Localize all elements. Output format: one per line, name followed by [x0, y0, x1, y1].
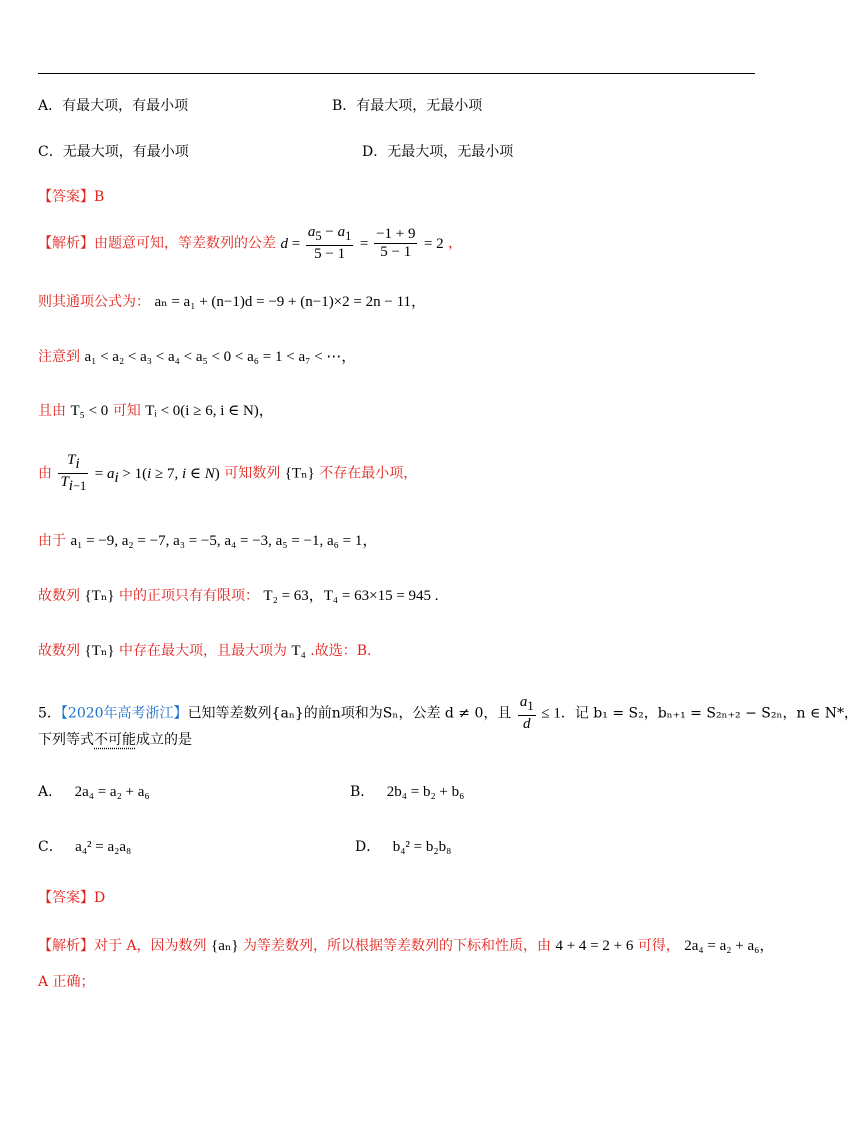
line3-text: 注意到 — [38, 349, 80, 365]
line4-text2: 可知 — [112, 403, 141, 419]
q5-analysis2: 为等差数列，所以根据等差数列的下标和性质，由 — [243, 938, 552, 954]
q5-analysis2-formula: 4 + 4 = 2 + 6 — [555, 938, 634, 954]
line7-text2: 中的正项只有有限项： — [118, 588, 259, 604]
line3-formula: a₁ < a₂ < a₃ < a₄ < a₅ < 0 < a₆ = 1 < a₇ < ⋯， — [84, 349, 357, 365]
q4-option-c: C．无最大项，有最小项 — [38, 144, 189, 160]
line8-formula2: T₄ — [291, 643, 306, 659]
q4-analysis-line8 — [38, 640, 371, 660]
q5-option-c — [38, 836, 131, 856]
q4-analysis-line1: 【解析】由题意可知，等差数列的公差 d = $\frac{a_5 - a_1}{5 - 1}$ = $\frac{-1 + 9}{5 - 1}$ = 2 ， — [38, 224, 463, 262]
q5-analysis-line2: A 正确； — [38, 974, 95, 990]
line6-text: 由于 — [38, 533, 66, 549]
q5-option-a-label: A． — [38, 784, 63, 800]
q5-option-b-label: B． — [350, 784, 375, 800]
q4-option-a: A．有最大项，有最小项 — [38, 98, 189, 114]
header-rule — [38, 73, 755, 74]
line2-text: 则其通项公式为： — [38, 294, 150, 310]
q5-analysis1: 对于 A，因为数列 — [94, 938, 207, 954]
line5-formula: $\frac{T_i}{T_{i-1}}$ = $a_i > 1(i \ge 7$, i ∈ N) — [60, 452, 220, 494]
q5-answer: 【答案】D — [38, 890, 106, 906]
q5-analysis3-formula: 2a₄ = a₂ + a₆， — [684, 938, 775, 954]
q5-option-d-label: D． — [355, 839, 381, 855]
q5-stem2: ．记 b₁ = S₂，bₙ₊₁ = S₂ₙ₊₂ − S₂ₙ，n ∈ N*， — [560, 705, 858, 722]
line8-text1: 故数列 — [38, 643, 80, 659]
q5-option-a — [38, 781, 150, 801]
q5-stem-line2 — [38, 729, 192, 749]
line8-formula1: {Tₙ} — [84, 643, 115, 659]
q4-option-b: B．有最大项，无最小项 — [332, 98, 483, 114]
line5-text2: 可知数列 — [224, 465, 281, 482]
q4-analysis-line2 — [38, 290, 426, 311]
q5-analysis-line1 — [38, 934, 774, 955]
line7-text1: 故数列 — [38, 588, 80, 604]
q5-stem3b: 不可能 — [94, 732, 136, 748]
line5-formula2: {Tₙ} — [284, 465, 315, 482]
q4-analysis-line6 — [38, 529, 377, 550]
line4-formula1: T₅ < 0 — [70, 403, 109, 419]
q5-option-d — [355, 836, 451, 856]
q5-option-c-formula: a₄² = a₂a₈ — [75, 839, 132, 855]
q5-stem3c: 成立的是 — [136, 732, 192, 748]
q5-stem3a: 下列等式 — [38, 732, 94, 748]
q5-stem1: 已知等差数列{aₙ}的前n项和为Sₙ，公差 d ≠ 0，且 — [187, 705, 512, 722]
q5-stem-line1: 5．【2020年高考浙江】已知等差数列{aₙ}的前n项和为Sₙ，公差 d ≠ 0，且 $\frac{a_1}{d}$ ≤ 1．记 b₁ = S₂，bₙ₊₁ = S₂ₙ₊₂ − S₂ₙ，n ∈ N*， — [38, 694, 858, 732]
q5-analysis-tag: 【解析】 — [38, 938, 94, 954]
q4-analysis-line7 — [38, 584, 439, 605]
q5-analysis3: 可得， — [637, 938, 680, 954]
line4-formula2: Tᵢ < 0(i ≥ 6, i ∈ N)， — [145, 403, 274, 419]
line7-formula2: T₂ = 63，T₄ = 63×15 = 945 . — [263, 588, 439, 604]
line8-text2: 中存在最大项，且最大项为 — [118, 643, 287, 659]
line6-formula: a₁ = −9, a₂ = −7, a₃ = −5, a₄ = −3, a₅ = −1, a₆ = 1， — [70, 533, 378, 549]
q5-analysis1-formula: {aₙ} — [211, 938, 239, 954]
line5-text1: 由 — [38, 465, 52, 482]
line2-formula: aₙ = a₁ + (n−1)d = −9 + (n−1)×2 = 2n − 11， — [154, 294, 427, 310]
q5-option-d-formula: b₄² = b₂b₈ — [392, 839, 452, 855]
line1-formula: d = $\frac{a_5 - a_1}{5 - 1}$ = $\frac{-1 + 9}{5 - 1}$ = 2 — [280, 224, 444, 262]
q5-option-c-label: C． — [38, 839, 63, 855]
line7-formula1: {Tₙ} — [84, 588, 115, 604]
line4-text1: 且由 — [38, 403, 66, 419]
q4-analysis-line5 — [38, 452, 417, 495]
q4-answer: 【答案】B — [38, 189, 105, 205]
q5-source: 【2020年高考浙江】 — [60, 705, 188, 722]
analysis-tag: 【解析】 — [38, 235, 94, 252]
q5-stem-fraction: $\frac{a_1}{d}$ — [519, 694, 534, 732]
q5-number: 5． — [38, 705, 61, 722]
q4-option-d: D．无最大项，无最小项 — [362, 144, 514, 160]
q5-option-a-formula: 2a₄ = a₂ + a₆ — [74, 784, 150, 800]
q4-analysis-line4 — [38, 399, 274, 420]
line8-text3: .故选：B. — [310, 643, 372, 659]
line1-text: 由题意可知，等差数列的公差 — [94, 235, 276, 252]
q5-option-b-formula: 2b₄ = b₂ + b₆ — [386, 784, 465, 800]
q5-option-b — [350, 781, 464, 801]
q4-analysis-line3 — [38, 345, 356, 366]
line5-text3: 不存在最小项， — [319, 465, 418, 482]
